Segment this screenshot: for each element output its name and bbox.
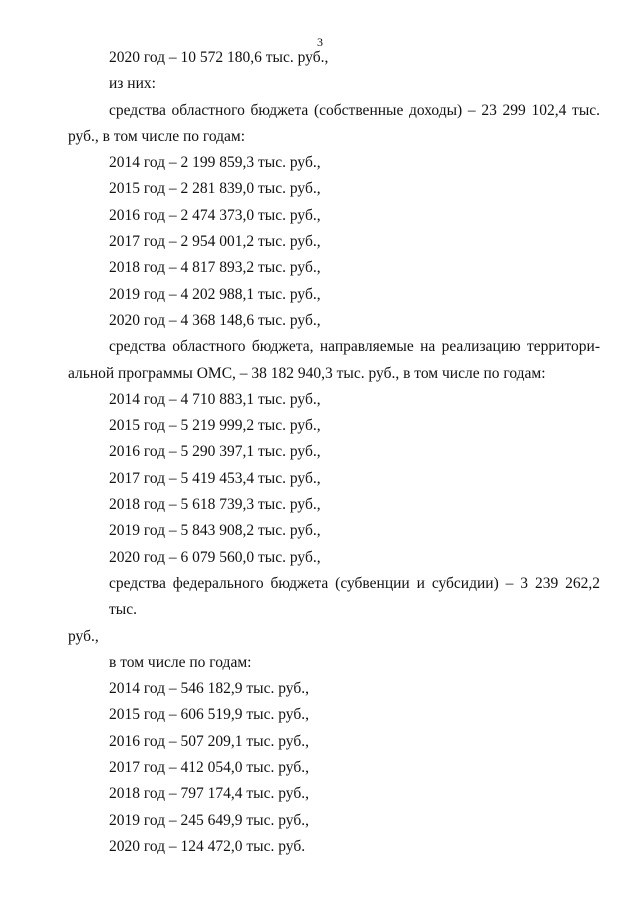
federal-funds-line-2: руб., xyxy=(68,627,99,645)
regional-own-2018: 2018 год – 4 817 893,2 тыс. руб., xyxy=(109,259,321,277)
regional-own-2017: 2017 год – 2 954 001,2 тыс. руб., xyxy=(109,233,321,251)
regional-own-2015: 2015 год – 2 281 839,0 тыс. руб., xyxy=(109,180,321,198)
regional-own-2020: 2020 год – 4 368 148,6 тыс. руб., xyxy=(109,311,321,329)
regional-own-2014: 2014 год – 2 199 859,3 тыс. руб., xyxy=(109,154,321,172)
federal-2014: 2014 год – 546 182,9 тыс. руб., xyxy=(109,680,309,698)
federal-2019: 2019 год – 245 649,9 тыс. руб., xyxy=(109,811,309,829)
federal-2018: 2018 год – 797 174,4 тыс. руб., xyxy=(109,785,309,803)
regional-oms-2018: 2018 год – 5 618 739,3 тыс. руб., xyxy=(109,496,321,514)
document-body xyxy=(68,45,600,860)
regional-oms-2020: 2020 год – 6 079 560,0 тыс. руб., xyxy=(109,548,321,566)
regional-oms-2019: 2019 год – 5 843 908,2 тыс. руб., xyxy=(109,522,321,540)
federal-2017: 2017 год – 412 054,0 тыс. руб., xyxy=(109,759,309,777)
regional-oms-2014: 2014 год – 4 710 883,1 тыс. руб., xyxy=(109,390,321,408)
federal-2015: 2015 год – 606 519,9 тыс. руб., xyxy=(109,706,309,724)
regional-oms-funds-line-2: альной программы ОМС, – 38 182 940,3 тыс. руб., в том числе по годам: xyxy=(68,364,546,382)
regional-own-2019: 2019 год – 4 202 988,1 тыс. руб., xyxy=(109,285,321,303)
regional-oms-2016: 2016 год – 5 290 397,1 тыс. руб., xyxy=(109,443,321,461)
federal-by-years-label: в том числе по годам: xyxy=(109,653,252,671)
federal-2020: 2020 год – 124 472,0 тыс. руб. xyxy=(109,837,306,855)
regional-oms-2015: 2015 год – 5 219 999,2 тыс. руб., xyxy=(109,417,321,435)
page-number: 3 xyxy=(317,35,323,49)
year-line-2020-total: 2020 год – 10 572 180,6 тыс. руб., xyxy=(109,49,329,66)
federal-funds-line-1: средства федерального бюджета (субвенции и субсидии) – 3 239 262,2 тыс. xyxy=(109,574,600,619)
regional-own-funds-line-1: средства областного бюджета (собственные доходы) – 23 299 102,4 тыс. xyxy=(109,101,600,119)
federal-2016: 2016 год – 507 209,1 тыс. руб., xyxy=(109,732,309,750)
regional-oms-funds-line-1: средства областного бюджета, направляемые на реализацию территори- xyxy=(109,338,600,356)
regional-own-funds-line-2: руб., в том числе по годам: xyxy=(68,127,246,145)
regional-oms-2017: 2017 год – 5 419 453,4 тыс. руб., xyxy=(109,469,321,487)
regional-own-2016: 2016 год – 2 474 373,0 тыс. руб., xyxy=(109,206,321,224)
subheading-of-which: из них: xyxy=(109,75,156,93)
